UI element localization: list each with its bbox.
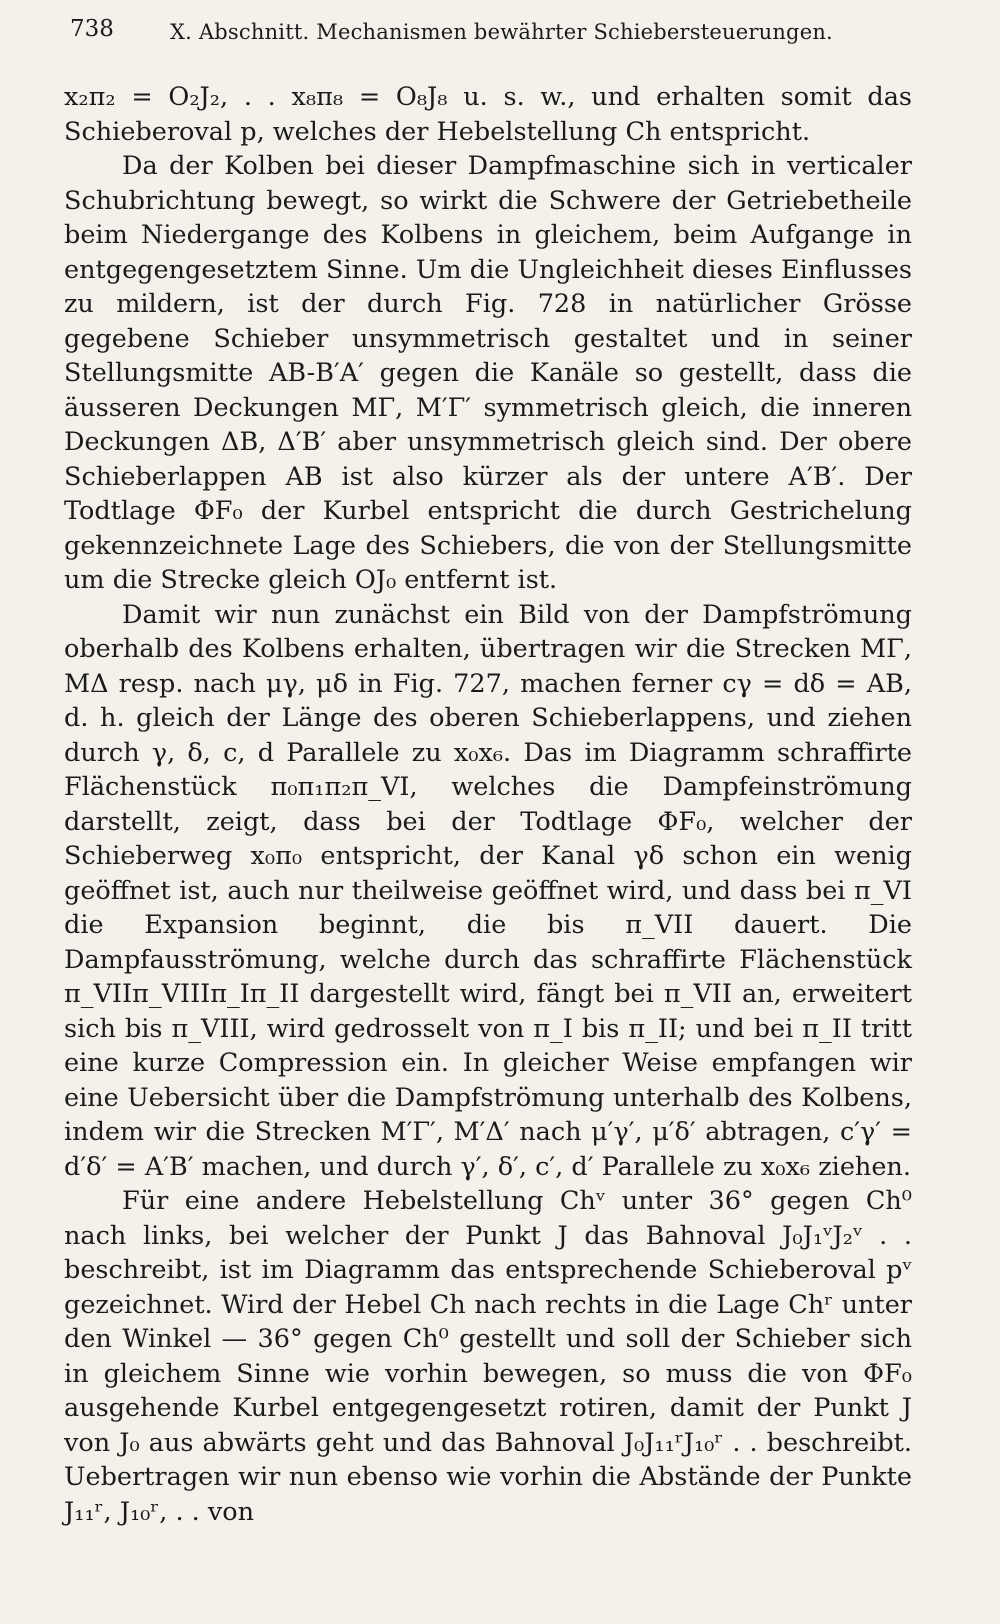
paragraph-1: x₂π₂ = O₂J₂, . . x₈π₈ = O₈J₈ u. s. w., und erhalten somit das Schieberoval p, welches der Hebelstellung Ch entspricht.: [64, 82, 912, 147]
paragraph-4: Für eine andere Hebelstellung Chᵛ unter 36° gegen Ch⁰ nach links, bei welcher der Punkt J das Bahnoval J₀J₁ᵛJ₂ᵛ . . beschreibt, ist im Diagramm das entsprechende Schieberoval pᵛ gezeichnet. Wird der Hebel Ch nach rechts in die Lage Chʳ unter den Winkel — 36° gegen Ch⁰ gestellt und soll der Schieber sich in gleichem Sinne wie vorhin bewegen, so muss die von ΦF₀ ausgehende Kurbel entgegengesetzt rotiren, damit der Punkt J von J₀ aus abwärts geht und das Bahnoval J₀J₁₁ʳJ₁₀ʳ . . beschreibt. Uebertragen wir nun ebenso wie vorhin die Abstände der Punkte J₁₁ʳ, J₁₀ʳ, . . von: [64, 1186, 912, 1527]
running-title: X. Abschnitt. Mechanismen bewährter Schiebersteuerungen.: [170, 20, 833, 44]
paragraph-3: Damit wir nun zunächst ein Bild von der Dampfströmung oberhalb des Kolbens erhalten, übertragen wir die Strecken MΓ, MΔ resp. nach μγ, μδ in Fig. 727, machen ferner cγ = dδ = AB, d. h. gleich der Länge des oberen Schieberlappens, und ziehen durch γ, δ, c, d Parallele zu x₀x₆. Das im Diagramm schraffirte Flächenstück π₀π₁π₂π_VI, welches die Dampfeinströmung darstellt, zeigt, dass bei der Todtlage ΦF₀, welcher der Schieberweg x₀π₀ entspricht, der Kanal γδ schon ein wenig geöffnet ist, auch nur theilweise geöffnet wird, und dass bei π_VI die Expansion beginnt, die bis π_VII dauert. Die Dampfausströmung, welche durch das schraffirte Flächenstück π_VIIπ_VIIIπ_Iπ_II dargestellt wird, fängt bei π_VII an, erweitert sich bis π_VIII, wird gedrosselt von π_I bis π_II; und bei π_II tritt eine kurze Compression ein. In gleicher Weise empfangen wir eine Uebersicht über die Dampfströmung unterhalb des Kolbens, indem wir die Strecken M′Γ′, M′Δ′ nach μ′γ′, μ′δ′ abtragen, c′γ′ = d′δ′ = A′B′ machen, und durch γ′, δ′, c′, d′ Parallele zu x₀x₆ ziehen.: [64, 599, 912, 1182]
page-number: 738: [70, 16, 114, 42]
running-header: [70, 16, 930, 56]
paragraph-2: Da der Kolben bei dieser Dampfmaschine sich in verticaler Schubrichtung bewegt, so wirkt die Schwere der Getriebetheile beim Niedergange des Kolbens in gleichem, beim Aufgange in entgegengesetztem Sinne. Um die Ungleichheit dieses Einflusses zu mildern, ist der durch Fig. 728 in natürlicher Grösse gegebene Schieber unsymmetrisch gestaltet und in seiner Stellungsmitte AB-B′A′ gegen die Kanäle so gestellt, dass die äusseren Deckungen MΓ, M′Γ′ symmetrisch gleich, die inneren Deckungen ΔB, Δ′B′ aber unsymmetrisch gleich sind. Der obere Schieberlappen AB ist also kürzer als der untere A′B′. Der Todtlage ΦF₀ der Kurbel entspricht die durch Gestrichelung gekennzeichnete Lage des Schiebers, die von der Stellungsmitte um die Strecke gleich OJ₀ entfernt ist.: [64, 151, 912, 595]
page-body: [64, 80, 912, 1529]
